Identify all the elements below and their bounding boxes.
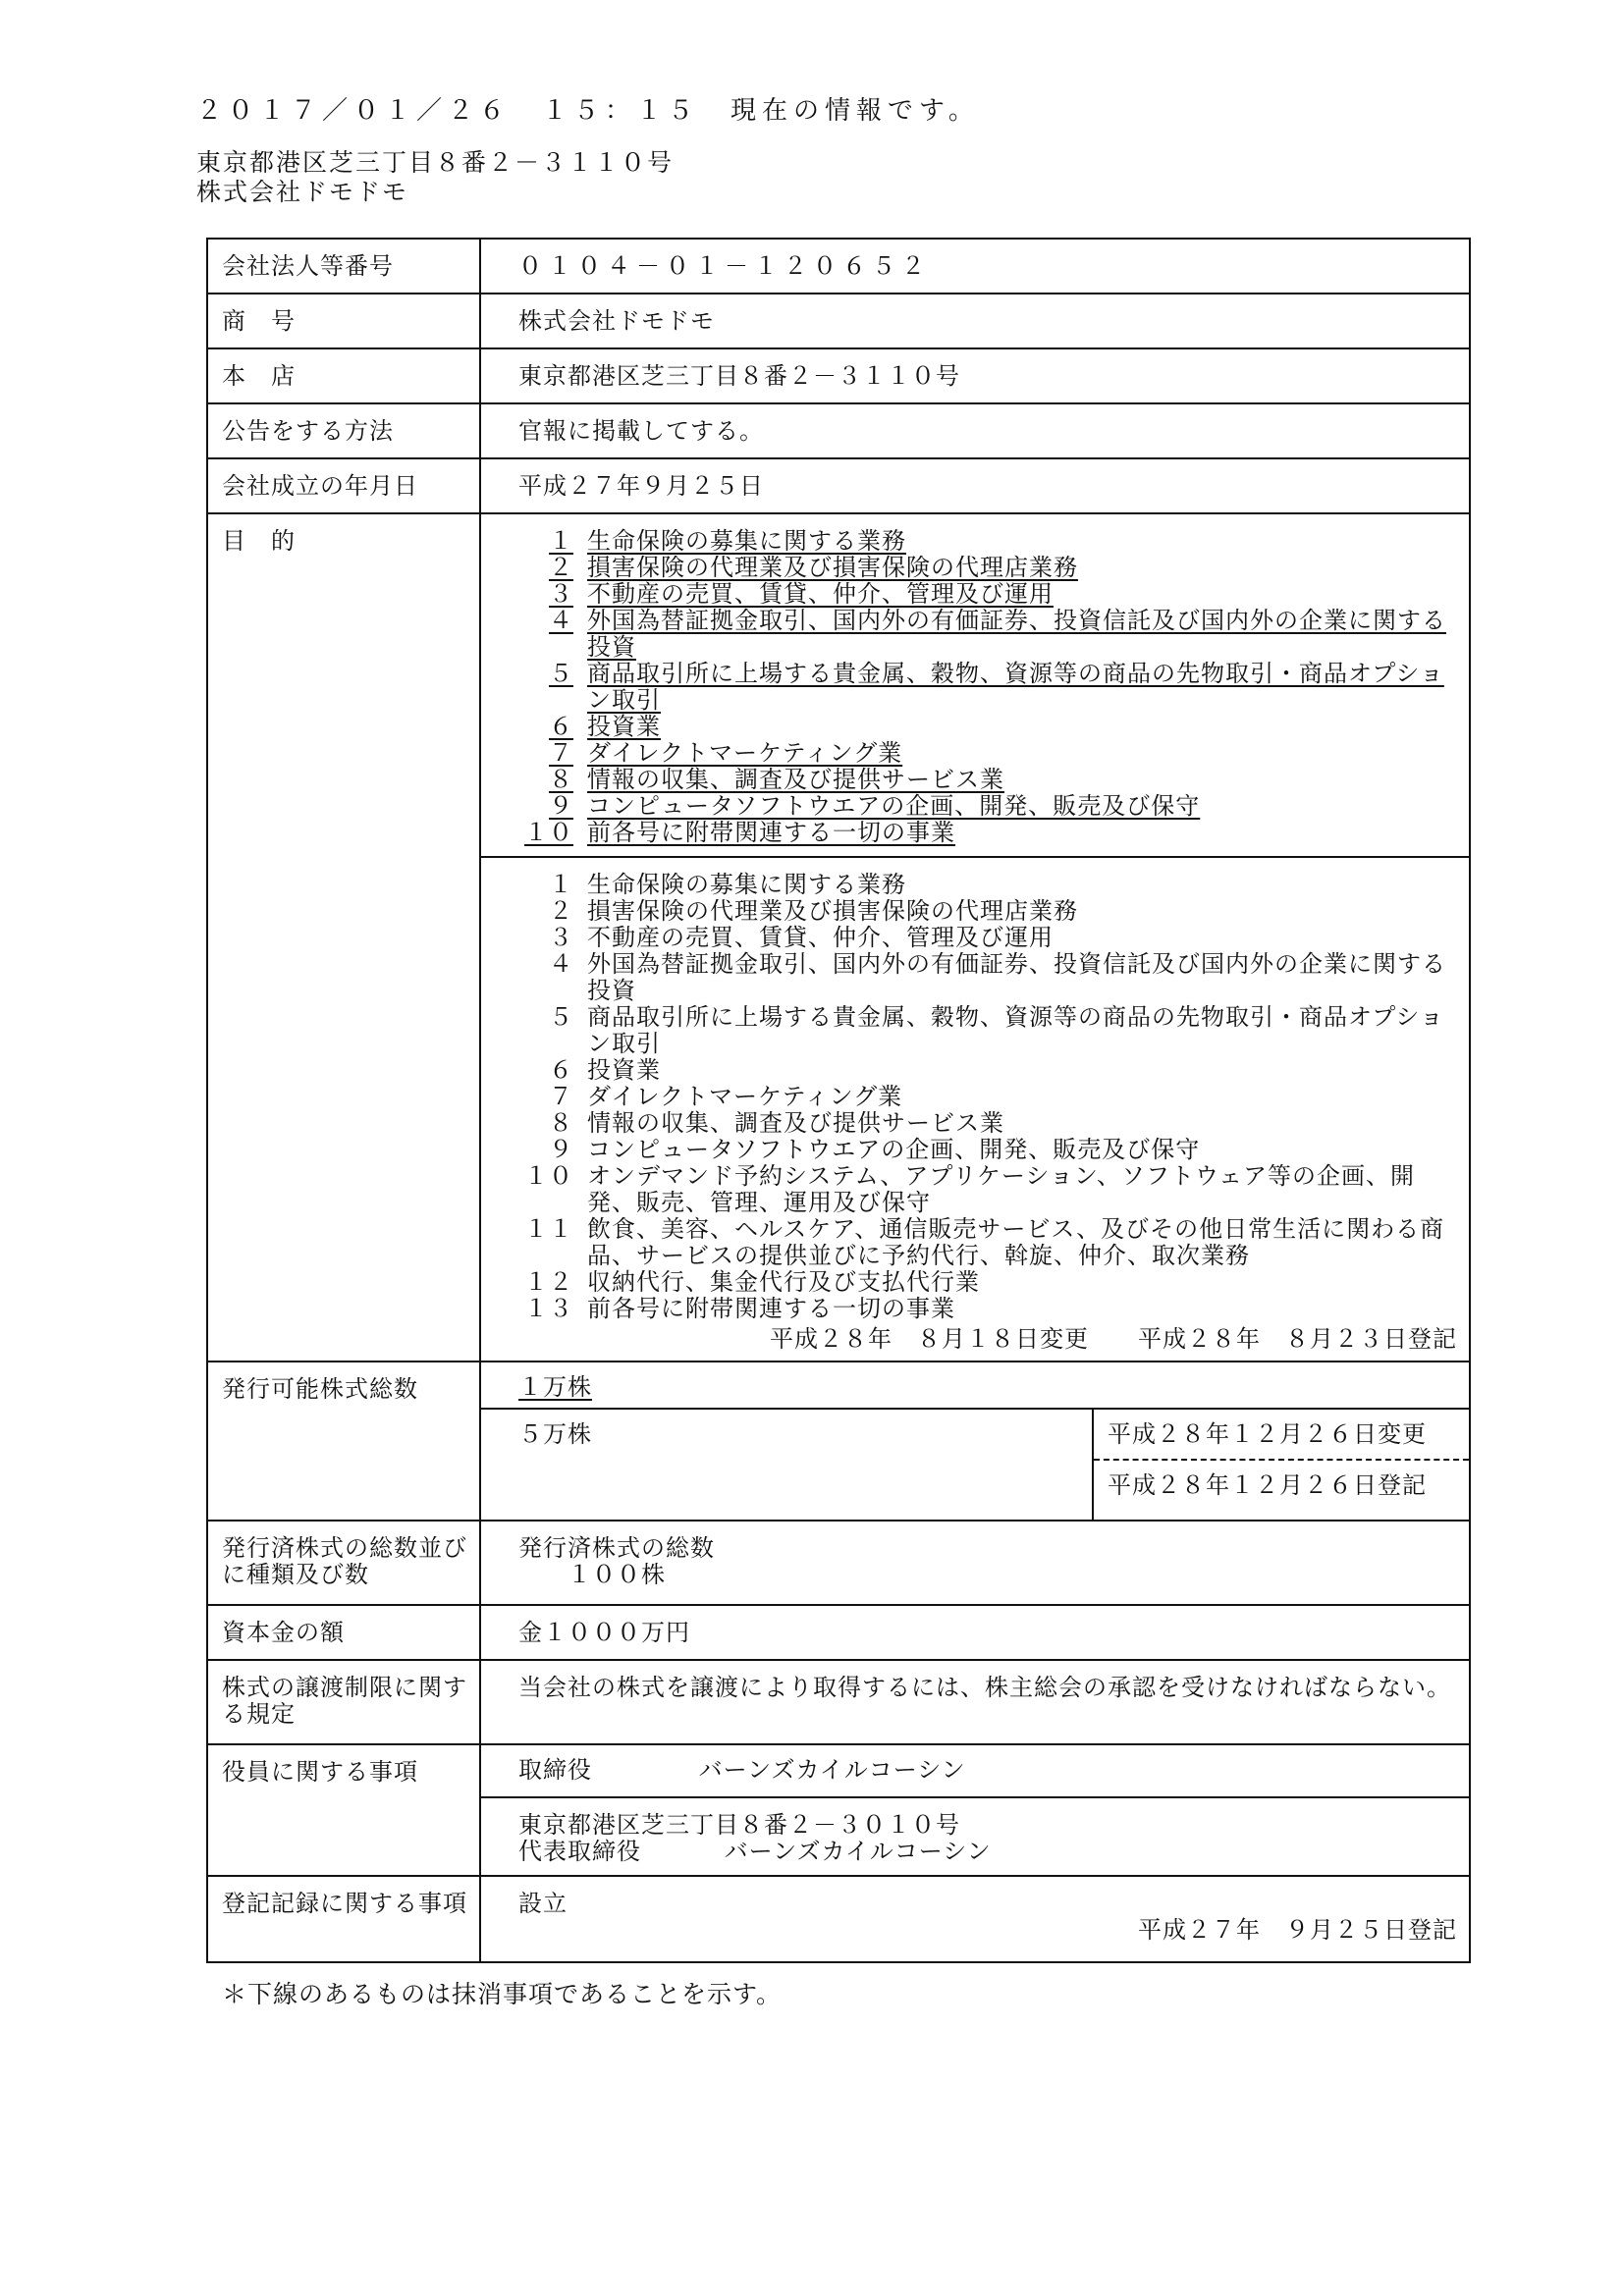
header-address: 東京都港区芝三丁目８番２－３１１０号 bbox=[196, 148, 675, 177]
purpose-item-text: 不動産の売買、賃貸、仲介、管理及び運用 bbox=[587, 924, 1054, 951]
purpose-item-text: コンピュータソフトウエアの企画、開発、販売及び保守 bbox=[587, 1136, 1201, 1163]
purpose-item-text: 収納代行、集金代行及び支払代行業 bbox=[587, 1268, 980, 1296]
label-established: 会社成立の年月日 bbox=[207, 458, 480, 513]
purpose-item-text: オンデマンド予約システム、アプリケーション、ソフトウェア等の企画、開発、販売、管理、運用及び保守 bbox=[587, 1162, 1416, 1216]
authorized-registered: 平成２８年１２月２６日登記 bbox=[1094, 1459, 1469, 1510]
purpose-item-number: ９ bbox=[549, 792, 573, 820]
purpose-item-number: １０ bbox=[524, 1162, 573, 1190]
purpose-item-text: 生命保険の募集に関する業務 bbox=[587, 527, 906, 555]
purpose-item bbox=[518, 1269, 1457, 1296]
officer-name1: バーンズカイルコーシン bbox=[698, 1756, 966, 1784]
row-notice-method bbox=[207, 403, 1470, 458]
footnote: ＊下線のあるものは抹消事項であることを示す。 bbox=[222, 1980, 783, 2008]
purpose-item bbox=[518, 951, 1457, 1004]
row-transfer bbox=[207, 1660, 1470, 1744]
row-authorized-shares bbox=[207, 1362, 1470, 1521]
row-officers bbox=[207, 1744, 1470, 1876]
value-capital: 金１０００万円 bbox=[480, 1605, 1470, 1660]
purpose-item-text: 投資業 bbox=[587, 713, 661, 740]
purpose-stamp: 平成２８年 ８月１８日変更 平成２８年 ８月２３日登記 bbox=[770, 1325, 1457, 1353]
value-transfer: 当会社の株式を譲渡により取得するには、株主総会の承認を受けなければならない。 bbox=[480, 1660, 1470, 1744]
label-trade-name: 商 号 bbox=[207, 294, 480, 348]
label-head-office: 本 店 bbox=[207, 348, 480, 403]
value-established: 平成２７年９月２５日 bbox=[480, 458, 1470, 513]
row-registry bbox=[207, 1876, 1470, 1962]
label-authorized-shares: 発行可能株式総数 bbox=[207, 1362, 480, 1521]
value-trade-name: 株式会社ドモドモ bbox=[480, 294, 1470, 348]
authorized-old-value: １万株 bbox=[518, 1373, 592, 1401]
purpose-item-text: 外国為替証拠金取引、国内外の有価証券、投資信託及び国内外の企業に関する投資 bbox=[587, 950, 1446, 1004]
authorized-new-value: ５万株 bbox=[481, 1410, 1094, 1520]
purpose-item bbox=[518, 528, 1457, 555]
purpose-item bbox=[518, 740, 1457, 767]
registry-stamp: 平成２７年 ９月２５日登記 bbox=[1138, 1916, 1457, 1944]
purpose-item-number: ７ bbox=[549, 1083, 573, 1110]
purpose-item-number: ３ bbox=[549, 580, 573, 608]
timestamp: ２０１７／０１／２６ １５：１５ 現在の情報です。 bbox=[196, 96, 980, 126]
officer-role1: 取締役 bbox=[518, 1756, 592, 1784]
label-capital: 資本金の額 bbox=[207, 1605, 480, 1660]
purpose-item-number: ５ bbox=[549, 660, 573, 687]
purpose-item-number: ４ bbox=[549, 950, 573, 978]
purpose-item bbox=[518, 820, 1457, 846]
purpose-item-text: 商品取引所に上場する貴金属、穀物、資源等の商品の先物取引・商品オプション取引 bbox=[587, 660, 1444, 714]
purpose-item-text: ダイレクトマーケティング業 bbox=[587, 739, 903, 767]
purpose-item bbox=[518, 1137, 1457, 1163]
purpose-item-text: 投資業 bbox=[587, 1056, 661, 1084]
label-issued-shares: 発行済株式の総数並びに種類及び数 bbox=[207, 1521, 480, 1605]
purpose-item-number: ４ bbox=[549, 607, 573, 634]
purpose-item bbox=[518, 925, 1457, 951]
authorized-changed: 平成２８年１２月２６日変更 bbox=[1108, 1420, 1427, 1448]
officer-address: 東京都港区芝三丁目８番２－３０１０号 bbox=[518, 1811, 960, 1839]
purpose-item bbox=[518, 714, 1457, 740]
purpose-item-text: 不動産の売買、賃貸、仲介、管理及び運用 bbox=[587, 580, 1054, 608]
purpose-item bbox=[518, 555, 1457, 581]
purpose-item-number: １３ bbox=[524, 1295, 573, 1322]
registry-table bbox=[206, 238, 1471, 1963]
purpose-item-number: １ bbox=[549, 871, 573, 898]
purpose-item-number: ６ bbox=[549, 1056, 573, 1084]
officer-role2: 代表取締役 bbox=[518, 1838, 641, 1865]
purpose-item-number: １０ bbox=[524, 819, 573, 846]
purpose-item-number: １２ bbox=[524, 1268, 573, 1296]
label-transfer: 株式の譲渡制限に関する規定 bbox=[207, 1660, 480, 1744]
issued-line2: １００株 bbox=[518, 1561, 666, 1588]
header-company: 株式会社ドモドモ bbox=[196, 178, 409, 206]
purpose-item bbox=[518, 608, 1457, 661]
officer-name2: バーンズカイルコーシン bbox=[724, 1838, 992, 1865]
purpose-item bbox=[518, 661, 1457, 714]
purpose-item bbox=[518, 581, 1457, 608]
label-purpose: 目 的 bbox=[207, 513, 480, 1362]
purpose-item-text: 商品取引所に上場する貴金属、穀物、資源等の商品の先物取引・商品オプション取引 bbox=[587, 1003, 1444, 1057]
purpose-item-number: ８ bbox=[549, 766, 573, 793]
purpose-item-text: 飲食、美容、ヘルスケア、通信販売サービス、及びその他日常生活に関わる商品、サービスの提供並びに予約代行、斡旋、仲介、取次業務 bbox=[587, 1215, 1445, 1269]
row-issued-shares bbox=[207, 1521, 1470, 1605]
value-notice-method: 官報に掲載してする。 bbox=[480, 403, 1470, 458]
purpose-item-number: ３ bbox=[549, 924, 573, 951]
row-trade-name bbox=[207, 294, 1470, 348]
purpose-item-text: 損害保険の代理業及び損害保険の代理店業務 bbox=[587, 554, 1078, 581]
purpose-item-number: ６ bbox=[549, 713, 573, 740]
purpose-item-text: コンピュータソフトウエアの企画、開発、販売及び保守 bbox=[587, 792, 1201, 820]
purpose-item bbox=[518, 1296, 1457, 1322]
purpose-item-text: 情報の収集、調査及び提供サービス業 bbox=[587, 766, 1004, 793]
purpose-item-text: 損害保険の代理業及び損害保険の代理店業務 bbox=[587, 897, 1078, 925]
purpose-item-number: ８ bbox=[549, 1109, 573, 1137]
label-corp-number: 会社法人等番号 bbox=[207, 239, 480, 294]
purpose-item-number: １１ bbox=[524, 1215, 573, 1243]
purpose-item-number: １ bbox=[549, 527, 573, 555]
purpose-item-number: ７ bbox=[549, 739, 573, 767]
purpose-item bbox=[518, 1163, 1457, 1216]
row-corp-number bbox=[207, 239, 1470, 294]
purpose-item bbox=[518, 1216, 1457, 1269]
purpose-item-number: ５ bbox=[549, 1003, 573, 1031]
purpose-item bbox=[518, 898, 1457, 925]
purpose-item bbox=[518, 1057, 1457, 1084]
purpose-item-text: 外国為替証拠金取引、国内外の有価証券、投資信託及び国内外の企業に関する投資 bbox=[587, 607, 1446, 661]
purpose-item-text: 生命保険の募集に関する業務 bbox=[587, 871, 906, 898]
purpose-old-items bbox=[518, 514, 1457, 856]
value-corp-number: ０１０４－０１－１２０６５２ bbox=[480, 239, 1470, 294]
purpose-item bbox=[518, 793, 1457, 820]
purpose-item bbox=[518, 1084, 1457, 1110]
purpose-item-text: 情報の収集、調査及び提供サービス業 bbox=[587, 1109, 1004, 1137]
purpose-item-text: 前各号に附帯関連する一切の事業 bbox=[587, 819, 955, 846]
issued-line1: 発行済株式の総数 bbox=[518, 1534, 715, 1562]
purpose-item-number: ９ bbox=[549, 1136, 573, 1163]
purpose-item-number: ２ bbox=[549, 897, 573, 925]
purpose-item-text: ダイレクトマーケティング業 bbox=[587, 1083, 903, 1110]
purpose-item bbox=[518, 767, 1457, 793]
label-officers: 役員に関する事項 bbox=[207, 1744, 480, 1876]
purpose-item bbox=[518, 1110, 1457, 1137]
purpose-new-items bbox=[518, 858, 1457, 1326]
value-head-office: 東京都港区芝三丁目８番２－３１１０号 bbox=[480, 348, 1470, 403]
registry-value: 設立 bbox=[518, 1890, 568, 1917]
label-registry: 登記記録に関する事項 bbox=[207, 1876, 480, 1962]
label-notice-method: 公告をする方法 bbox=[207, 403, 480, 458]
purpose-item-text: 前各号に附帯関連する一切の事業 bbox=[587, 1295, 955, 1322]
purpose-item bbox=[518, 1004, 1457, 1057]
purpose-item-number: ２ bbox=[549, 554, 573, 581]
row-capital bbox=[207, 1605, 1470, 1660]
row-purpose bbox=[207, 513, 1470, 1362]
row-established bbox=[207, 458, 1470, 513]
purpose-item bbox=[518, 872, 1457, 898]
row-head-office bbox=[207, 348, 1470, 403]
